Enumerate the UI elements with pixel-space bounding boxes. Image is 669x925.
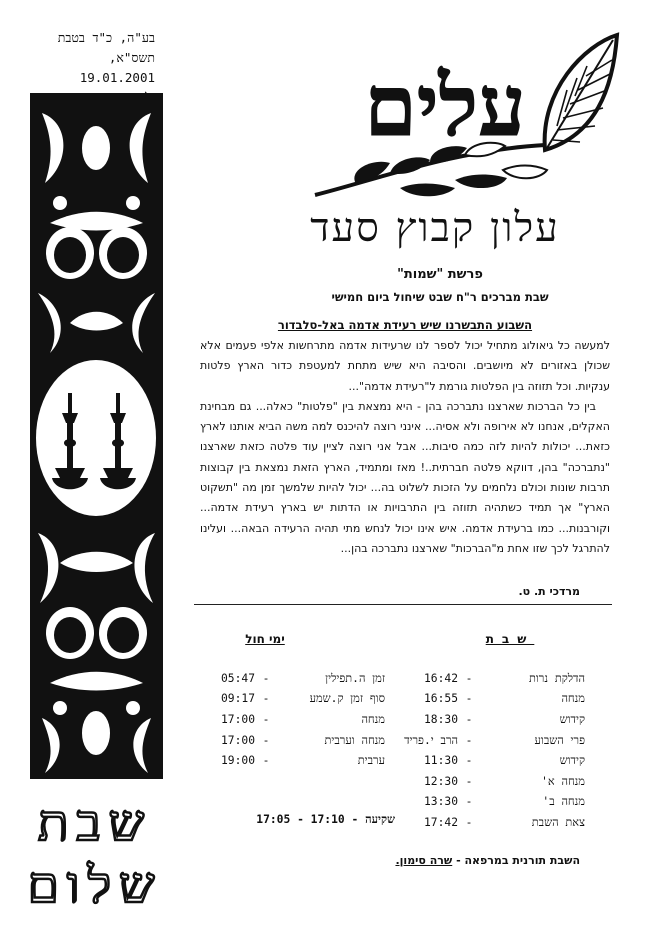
clinic-duty-prefix: השבת תורנית במרפאה - [456,854,580,867]
schedule-dash: - [465,712,473,726]
schedule-time: הרב י.פריד [404,733,458,747]
article-body [200,336,610,559]
schedule-time: 18:30 [423,712,458,726]
schedule-row [395,771,585,792]
schedule-row [395,668,585,689]
leaf-icon [545,35,617,150]
hebrew-date: בע"ה, כ"ד בטבת תשס"א, [57,30,155,65]
schedule-label: מנחה ב' [542,795,585,809]
schedule-row [395,792,585,813]
masthead-logo [295,30,625,205]
schedule-dash: - [465,774,473,788]
schedule-label: קידוש [559,712,585,726]
schedule-label: זמן ה.תפילין [325,671,385,685]
main-article [200,318,610,559]
schedule-dash: - [262,671,270,685]
section-divider [194,604,612,605]
schedule-label: הדלקת נרות [529,671,585,685]
schedule-dash: - [465,671,473,685]
article-paragraph: בין כל הברכות שארצנו נתברכה בהן - היא נמצאת בין "פלטות" כאלה... גם מבחינת האקלים, אנחנו לא אירופה ולא אסיה... אינני רוצה להיכנס למה משה הביא אותנו לארץ כזאת... יכולות להיות לזה כמה סיבות... אבל אני רוצה לציין עוד פלטה כזאת שארצנו "נתברכה" בהן, דווקא פלטה חברתית..! מאז ומתמיד, הארץ הזאת נמצאת בין קבוצות תרבות שונות וכולם נלחמים על הזכות לשלוט בה... יכול להיות שלמשך זמן מה "תשקוט הארץ" אך תמיד כשתהיה תזוזה בין התרבויות או הדתות יש בארץ רעידת אדמה... וקורבנות... כמו ברעידת אדמה. איש אינו יכול לנחש מתי תהיה הרעידה הבאה... ועלינו להתרגל לכך שזו אחת מ"הברכות" שארצנו נתברכה בהן... [200,399,610,555]
schedule-time: 05:47 [220,671,255,685]
schedule-time: 19:00 [220,754,255,768]
schedule-label: ערבית [357,754,385,768]
schedule-row [200,730,385,751]
schedule-dash: - [262,754,270,768]
article-paragraph: למעשה כל גיאולוג מתחיל יכול לספר לנו שרעידות אדמה מתרחשות אלפי פעמים אלא שכולן באזורים לא מיושבים. והסיבה היא שיש מתחת למעטפת כדור הארץ פלטות ענקיות. וכל תזוזה בין הפלטות גורמת ל"רעידת אדמה"... [200,339,610,393]
shabbat-blessing-line: שבת מברכים ר"ח שבט שיחול ביום חמישי [331,290,549,304]
schedule-row [395,750,585,771]
shabbat-schedule [395,668,585,833]
schedule-time: 16:42 [423,671,458,685]
schedule-dash: - [465,733,473,747]
schedule-label: פרי השבוע [534,733,585,747]
decorative-panel [30,93,163,779]
article-signature: מרדכי ת. ט. [518,585,580,598]
schedule-label: צאת השבת [531,815,585,829]
clinic-duty-name: שרה סימון. [395,854,453,867]
schedule-time: 17:42 [423,815,458,829]
schedule-dash: - [465,815,473,829]
sunset-label: שקיעה - [351,813,395,826]
schedule-row [200,668,385,689]
schedule-time: 09:17 [220,692,255,706]
shabbat-schedule-heading: שבת [485,632,535,646]
schedule-time: 11:30 [423,754,458,768]
schedule-label: מנחה [561,692,585,706]
parsha-title: פרשת "שמות" [397,267,483,282]
schedule-label: מנחה וערבית [324,733,385,747]
article-title: השבוע התבשרנו שיש רעידת אדמה באל-סלבדור [277,318,533,332]
clinic-duty-note [350,854,580,867]
sunset-values: 17:05 - 17:10 [256,813,345,826]
schedule-row [395,709,585,730]
schedule-label: מנחה [361,712,385,726]
schedule-dash: - [465,795,473,809]
shabbat-shalom-line2: שלום [27,856,163,910]
schedule-row [200,750,385,771]
schedule-row [395,730,585,751]
schedule-time: 17:00 [220,712,255,726]
schedule-time: 13:30 [423,795,458,809]
schedule-row [395,689,585,710]
schedule-row [395,812,585,833]
weekday-schedule-heading: ימי חול [245,632,285,646]
schedule-time: 16:55 [423,692,458,706]
schedule-dash: - [465,754,473,768]
schedule-dash: - [262,712,270,726]
sunset-times [205,813,395,826]
schedule-time: 12:30 [423,774,458,788]
schedule-label: סוף זמן ק.שמע [309,692,385,706]
schedule-dash: - [262,733,270,747]
schedule-dash: - [262,692,270,706]
newsletter-subtitle: עלון קבוץ סעד [310,205,560,251]
schedule-dash: - [465,692,473,706]
schedule-label: קידוש [559,754,585,768]
schedule-time: 17:00 [220,733,255,747]
shabbat-shalom-line1: שבת [38,794,152,852]
shabbat-shalom-text [25,790,165,910]
weekday-schedule [200,668,385,771]
logo-text: עלים [364,56,526,155]
schedule-row [200,689,385,710]
schedule-label: מנחה א' [541,774,585,788]
schedule-row [200,709,385,730]
gregorian-date: 19.01.2001 [79,70,155,85]
